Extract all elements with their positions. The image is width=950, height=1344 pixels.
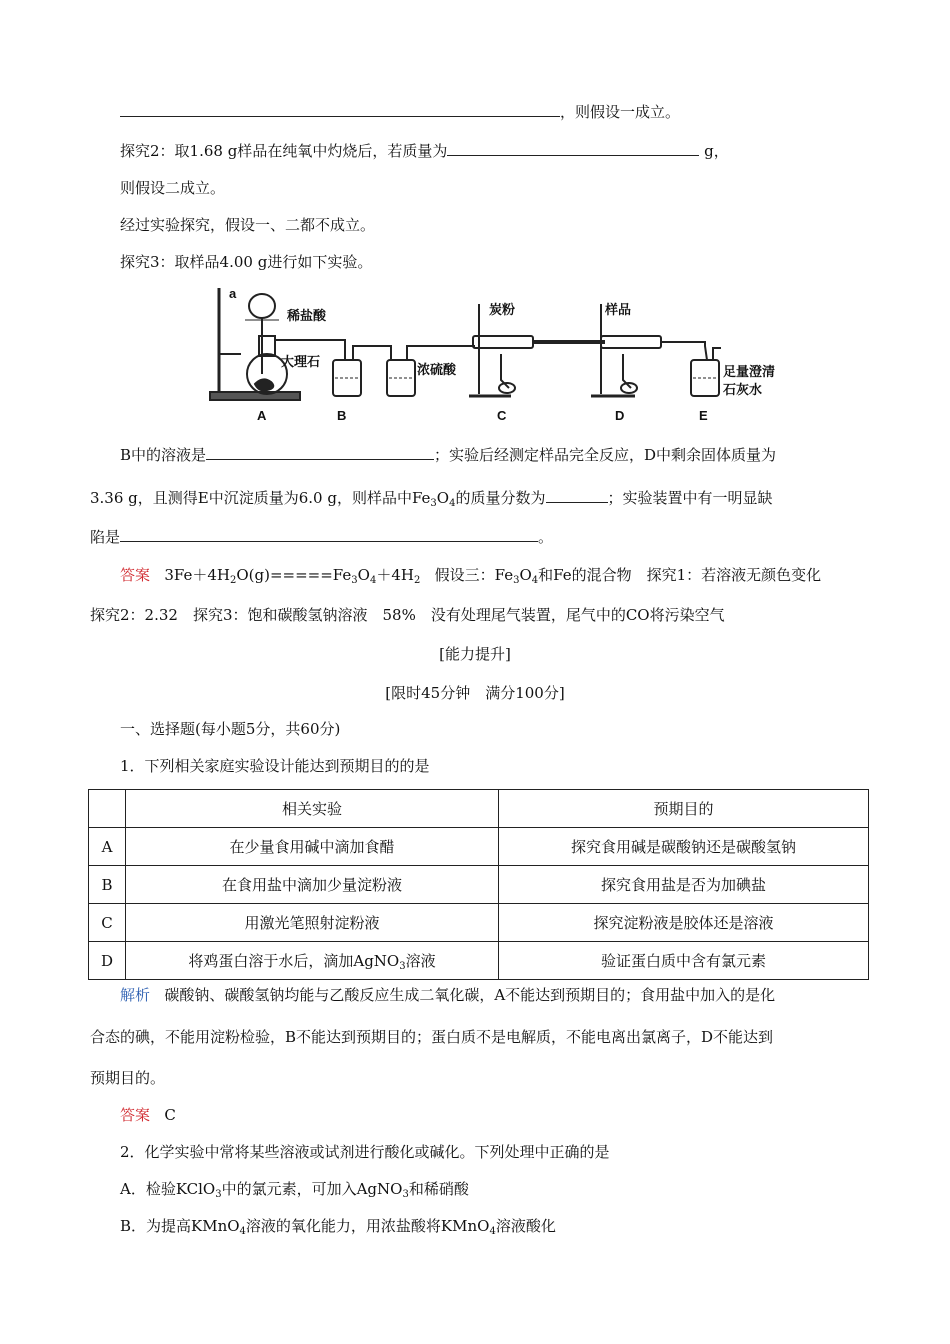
answer-line-2: 探究2：2.32 探究3：饱和碳酸氢钠溶液 58% 没有处理尾气装置，尾气中的CO将污染空气 [90,606,725,624]
line-1: ，则假设一成立。 [120,102,680,122]
header-goal: 预期目的 [499,790,869,828]
analysis-line-3: 预期目的。 [90,1069,166,1087]
question-1-stem: 1．下列相关家庭实验设计能达到预期目的的是 [120,757,430,775]
label-E: E [699,408,708,423]
label-a: a [229,286,237,301]
line-4: 经过实验探究，假设一、二都不成立。 [120,216,376,234]
table-row: B 在食用盐中滴加少量淀粉液 探究食用盐是否为加碘盐 [89,866,869,904]
analysis-line-2: 合态的碘，不能用淀粉检验，B不能达到预期目的；蛋白质不是电解质，不能电离出氯离子，D不能达到 [90,1028,774,1046]
part-heading: 一、选择题(每小题5分，共60分) [120,720,341,738]
section-title: [能力提升] [439,645,511,663]
label-carbon: 炭粉 [489,302,516,317]
answer-2: 答案 C [120,1106,176,1124]
label-D: D [615,408,625,423]
label-limewater-2: 石灰水 [723,382,763,397]
tube-to-c [407,346,475,360]
label-C: C [497,408,507,423]
option-b: B．为提高KMnO$_4$溶液的氧化能力，用浓盐酸将KMnO$_4$溶液酸化 [120,1217,556,1237]
burner-d [621,383,637,393]
question-line-2: 3.36 g，且测得E中沉淀质量为6.0 g，则样品中$Fe_3O_4$的质量分数为 ；实验装置中有一明显缺 [90,489,773,509]
option-a: A．检验KClO$_3$中的氯元素，可加入AgNO$_3$和稀硝酸 [120,1180,469,1200]
line-3: 则假设二成立。 [120,179,226,197]
answer-label: 答案 [120,566,151,584]
label-conc-h2so4: 浓硫酸 [417,362,457,377]
label-marble: 大理石 [281,354,321,369]
line-5: 探究3：取样品4.00 g进行如下实验。 [120,253,373,271]
label-B: B [337,408,347,423]
experiment-apparatus-diagram [205,284,795,424]
answer-blank[interactable] [206,445,434,460]
question-line-3: 陷是 。 [90,528,554,546]
answer-blank[interactable] [447,141,699,156]
burner-c [499,383,515,393]
answer-blank[interactable] [120,102,560,117]
question-line-1: B中的溶液是 ；实验后经测定样品完全反应，D中剩余固体质量为 [120,446,777,464]
answer-line-1: 答案 $3Fe+4H_2O(g)=====Fe_3O_4+4H_2$ 假设三：$Fe_3O_4$和Fe的混合物 探究1：若溶液无颜色变化 [120,566,822,586]
analysis-line-1: 解析 碳酸钠、碳酸氢钠均能与乙酸反应生成二氧化碳，A不能达到预期目的；食用盐中加入的是化 [120,986,776,1004]
header-experiment: 相关实验 [126,790,499,828]
table-row: D 将鸡蛋白溶于水后，滴加AgNO$_3$溶液 验证蛋白质中含有氯元素 [89,942,869,980]
time-limit: [限时45分钟 满分100分] [385,684,565,702]
combustion-tube-c [473,336,533,348]
label-limewater-1: 足量澄清 [723,364,776,379]
label-dilute-hcl: 稀盐酸 [287,308,327,323]
table-row: A 在少量食用碱中滴加食醋 探究食用碱是碳酸钠还是碳酸氢钠 [89,828,869,866]
experiment-table [88,789,869,980]
marble-pieces [255,379,273,390]
label-sample: 样品 [605,302,632,317]
question-2-stem: 2．化学实验中常将某些溶液或试剂进行酸化或碱化。下列处理中正确的是 [120,1143,610,1161]
answer-blank[interactable] [120,527,538,542]
tube-d-e [661,342,707,360]
table-row: C 用激光笔照射淀粉液 探究淀粉液是胶体还是溶液 [89,904,869,942]
combustion-tube-d [601,336,661,348]
table-header-row [89,790,869,828]
label-A: A [257,408,267,423]
stand-base-a [210,392,300,400]
answer-label: 答案 [120,1106,151,1124]
analysis-label: 解析 [120,986,151,1004]
answer-blank[interactable] [546,488,608,503]
line-2: 探究2：取1.68 g样品在纯氧中灼烧后，若质量为 g， [120,142,729,160]
separatory-funnel [249,294,275,318]
tube-b-c [353,346,391,360]
